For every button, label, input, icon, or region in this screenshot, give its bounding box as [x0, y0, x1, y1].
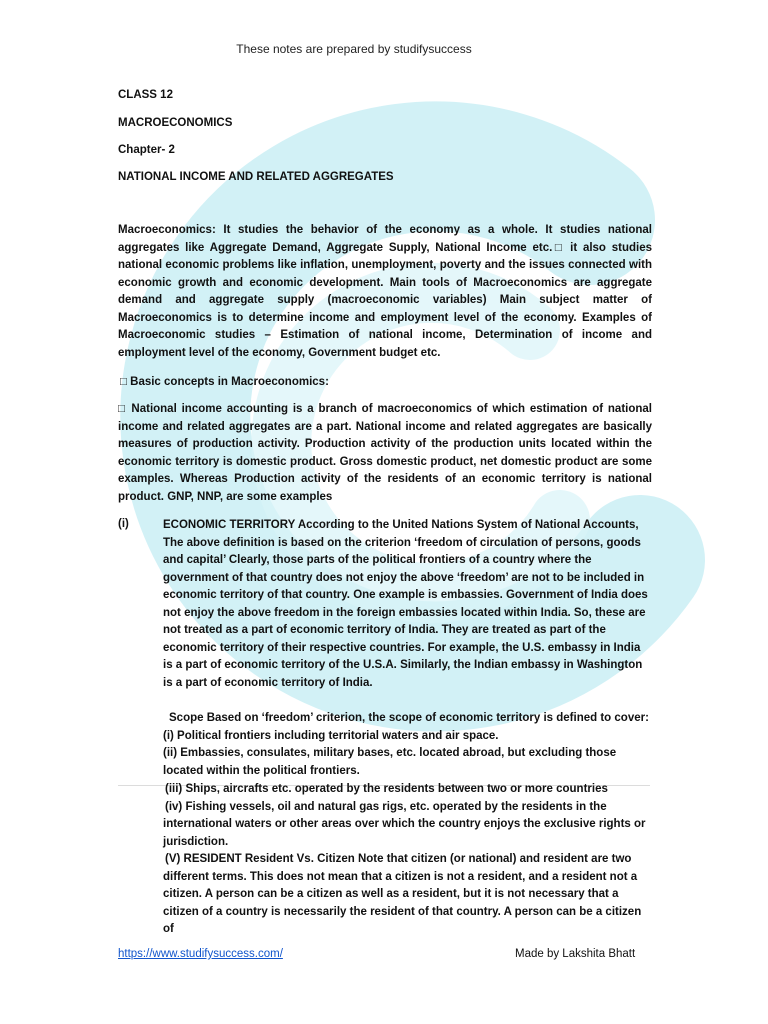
- scope-heading: Scope Based on ‘freedom’ criterion, the scope of economic territory is defined to cover:: [169, 712, 649, 724]
- footer-website-link[interactable]: https://www.studifysuccess.com/: [118, 948, 283, 960]
- intro-paragraph: Macroeconomics: It studies the behavior of the economy as a whole. It studies national aggregates like Aggregate Demand, Aggregate Supply, National Income etc.□ it also studies national economic problems like inflation, unemployment, poverty and the issues connected with economic growth and economic development. Main tools of Macroeconomics are aggregate demand and aggregate supply (macroeconomic variables) Main subject matter of Macroeconomics is to determine income and employment level of the economy. Examples of Macroeconomic studies – Estimation of national income, Determination of income and employment level of the economy, Government budget etc.: [118, 224, 652, 359]
- scope-block: [163, 710, 651, 780]
- chapter-title: NATIONAL INCOME AND RELATED AGGREGATES: [118, 171, 394, 183]
- national-income-paragraph: □ National income accounting is a branch of macroeconomics of which estimation of national income and related aggregates are a part. National income and related aggregates are basically measures of production activity. Production activity of the production units located within the economic territory is domestic product. Gross domestic product, net domestic product are some examples. Whereas Production activity of the residents of an economic territory is national product. GNP, NNP, are some examples: [118, 403, 652, 503]
- section-number: (i): [118, 518, 129, 530]
- chapter-label: Chapter- 2: [118, 144, 175, 156]
- resident-paragraph: (V) RESIDENT Resident Vs. Citizen Note that citizen (or national) and resident are two different terms. This does not mean that a citizen is not a resident, and a resident not a citizen. A person can be a citizen as well as a resident, but it is not necessary that a citizen of a country is necessarily the resident of that country. A person can be a citizen of: [163, 853, 642, 935]
- economic-territory-text: ECONOMIC TERRITORY According to the United Nations System of National Accounts, The above definition is based on the criterion ‘freedom of circulation of persons, goods and capital’ Clearly, those parts of the political frontiers of a country where the government of that country does not enjoy the above ‘freedom’ are not to be included in economic territory of that country. One example is embassies. Government of India does not enjoy the above freedom in the foreign embassies located within India. So, these are not treated as a part of economic territory of India. They are treated as part of the economic territory of their respective countries. For example, the U.S. embassy in India is a part of economic territory of the U.S.A. Similarly, the Indian embassy in Washington is a part of economic territory of India.: [163, 519, 648, 689]
- scope-item-iii: (iii) Ships, aircrafts etc. operated by the residents between two or more countries: [165, 783, 608, 795]
- scope-item-iv: (iv) Fishing vessels, oil and natural gas rigs, etc. operated by the residents in the international waters or other areas over which the country enjoys the exclusive rights or jurisdiction.: [163, 800, 646, 848]
- scope-item-ii: (ii) Embassies, consulates, military bases, etc. located abroad, but excluding those located within the political frontiers.: [163, 747, 617, 777]
- page-header: These notes are prepared by studifysuccess: [236, 42, 472, 56]
- basic-concepts-heading: □ Basic concepts in Macroeconomics:: [120, 376, 329, 388]
- scope-item-i: (i) Political frontiers including territorial waters and air space.: [163, 729, 499, 742]
- scope-block-continued: [163, 781, 651, 939]
- class-label: CLASS 12: [118, 89, 173, 101]
- subject-label: MACROECONOMICS: [118, 117, 233, 129]
- economic-territory-paragraph: [163, 517, 651, 692]
- footer-author: Made by Lakshita Bhatt: [515, 948, 636, 960]
